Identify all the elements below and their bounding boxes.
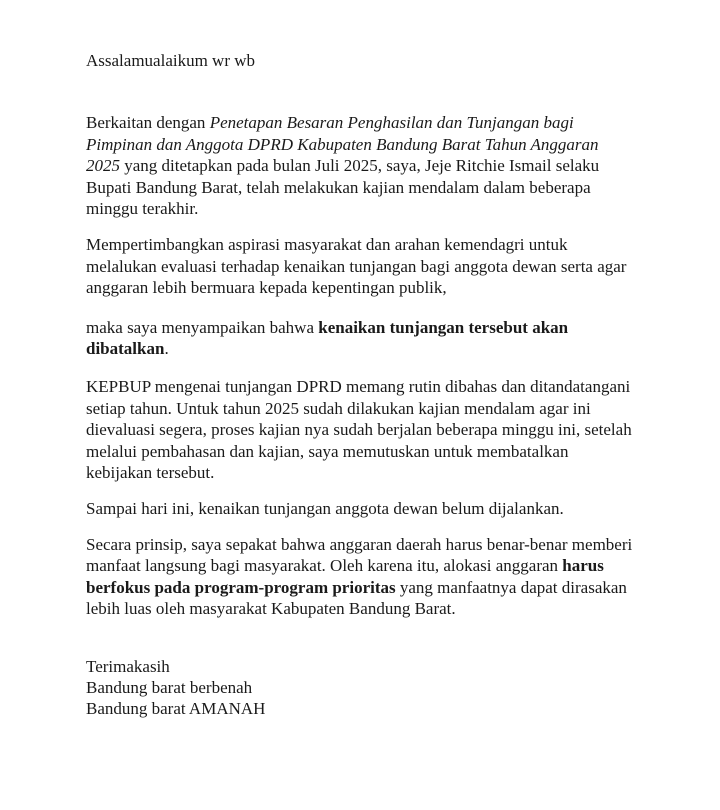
- paragraph-status: Sampai hari ini, kenaikan tunjangan anggota dewan belum dijalankan.: [86, 498, 564, 518]
- closing-thanks: Terimakasih: [86, 656, 170, 676]
- paragraph-decision: [86, 317, 634, 360]
- paragraph-principle-post: yang manfaatnya dapat dirasakan lebih luas oleh masyarakat Kabupaten Bandung Barat.: [86, 577, 627, 619]
- paragraph-principle: [86, 534, 634, 620]
- paragraph-opening-post: yang ditetapkan pada bulan Juli 2025, saya, Jeje Ritchie Ismail selaku Bupati Bandung Barat, telah melakukan kajian mendalam dalam beberapa minggu terakhir.: [86, 156, 600, 219]
- paragraph-decision-post: .: [164, 339, 169, 359]
- paragraph-kepbup: KEPBUP mengenai tunjangan DPRD memang rutin dibahas dan ditandatangani setiap tahun. Untuk tahun 2025 sudah dilakukan kajian mendalam agar ini dievaluasi segera, proses kajian nya sudah berjalan beberapa minggu ini, setelah melalui pembahasan dan kajian, saya memutuskan untuk membatalkan kebijakan tersebut.: [86, 377, 632, 483]
- paragraph-consideration: Mempertimbangkan aspirasi masyarakat dan arahan kemendagri untuk melalukan evaluasi terhadap kenaikan tunjangan bagi anggota dewan serta agar anggaran lebih bermuara kepada kepentingan publik,: [86, 235, 627, 298]
- closing-motto-amanah: Bandung barat AMANAH: [86, 699, 266, 719]
- priority-statement-bold: harus berfokus pada program-program prioritas: [86, 556, 604, 597]
- decree-title-italic: Penetapan Besaran Penghasilan dan Tunjangan bagi Pimpinan dan Anggota DPRD Kabupaten Bandung Barat Tahun Anggaran 2025: [86, 113, 599, 176]
- paragraph-opening-pre: Berkaitan dengan: [86, 113, 210, 133]
- closing-block: [86, 656, 634, 720]
- paragraph-opening: [86, 112, 634, 219]
- decision-statement-bold: kenaikan tunjangan tersebut akan dibatalkan: [86, 317, 569, 359]
- closing-motto-berbenah: Bandung barat berbenah: [86, 677, 253, 697]
- greeting-line: Assalamualaikum wr wb: [86, 51, 256, 70]
- paragraph-principle-pre: Secara prinsip, saya sepakat bahwa anggaran daerah harus benar-benar memberi manfaat langsung bagi masyarakat. Oleh karena itu, alokasi anggaran: [86, 534, 633, 576]
- paragraph-decision-pre: maka saya menyampaikan bahwa: [86, 317, 319, 337]
